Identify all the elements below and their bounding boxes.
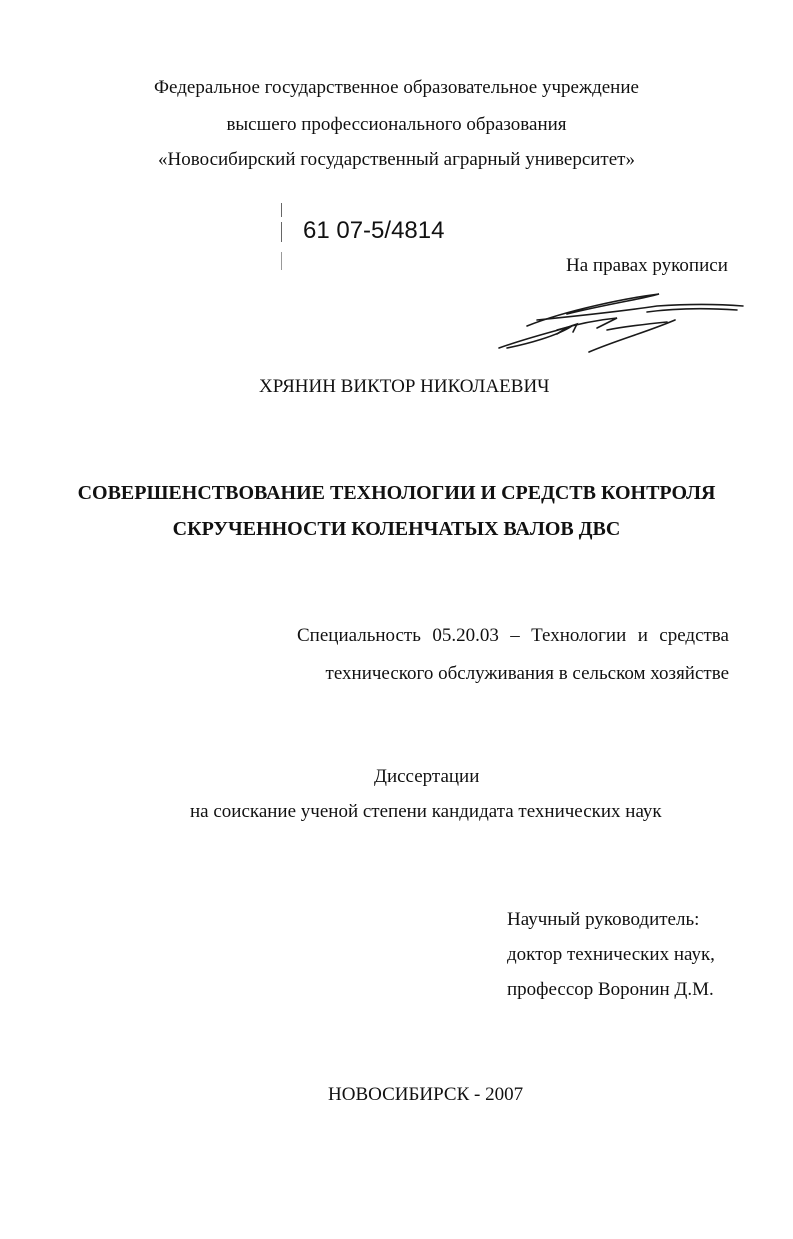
specialty-word: Специальность xyxy=(297,625,421,646)
city-year-footer: НОВОСИБИРСК - 2007 xyxy=(328,1084,524,1105)
specialty-dash: – xyxy=(510,625,520,646)
stamp-tick-mark xyxy=(281,203,282,217)
signature-image xyxy=(497,290,747,360)
stamp-tick-mark xyxy=(281,252,282,270)
specialty-line-2: технического обслуживания в сельском хозяйстве xyxy=(325,663,729,684)
dissertation-title-line-1: СОВЕРШЕНСТВОВАНИЕ ТЕХНОЛОГИИ И СРЕДСТВ КОНТРОЛЯ xyxy=(77,482,716,504)
stamp-tick-mark xyxy=(281,222,282,242)
specialty-line-1 xyxy=(297,625,729,647)
supervisor-name: профессор Воронин Д.М. xyxy=(507,979,714,1000)
dissertation-title-line-2: СКРУЧЕННОСТИ КОЛЕНЧАТЫХ ВАЛОВ ДВС xyxy=(172,518,621,540)
specialty-word: Технологии xyxy=(531,625,627,646)
author-name: ХРЯНИН ВИКТОР НИКОЛАЕВИЧ xyxy=(259,376,550,397)
specialty-code: 05.20.03 xyxy=(432,625,499,646)
registration-stamp-number: 61 07-5/4814 xyxy=(303,217,445,244)
institution-line-3: «Новосибирский государственный аграрный университет» xyxy=(158,149,635,170)
institution-line-1: Федеральное государственное образовательное учреждение xyxy=(154,77,639,98)
specialty-word: средства xyxy=(659,625,729,646)
supervisor-label: Научный руководитель: xyxy=(507,909,700,930)
specialty-word: и xyxy=(637,625,648,646)
institution-line-2: высшего профессионального образования xyxy=(226,114,567,135)
supervisor-degree: доктор технических наук, xyxy=(507,944,715,965)
specialty-block xyxy=(297,625,729,685)
dissertation-label: Диссертации xyxy=(374,766,480,787)
degree-statement: на соискание ученой степени кандидата технических наук xyxy=(190,801,662,822)
manuscript-rights-note: На правах рукописи xyxy=(566,255,728,276)
